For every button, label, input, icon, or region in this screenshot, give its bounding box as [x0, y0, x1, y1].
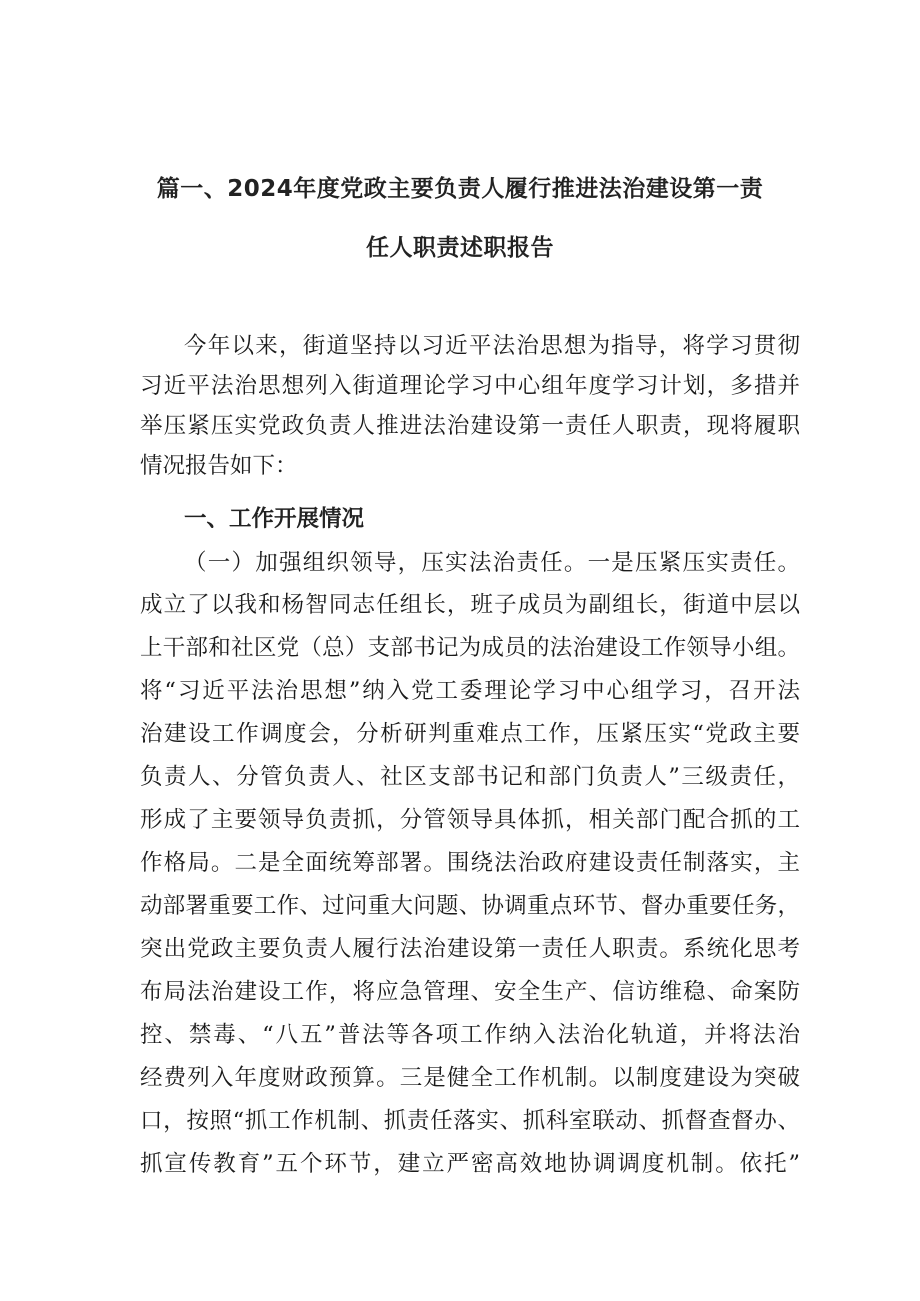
intro-line: 习近平法治思想列入街道理论学习中心组年度学习计划，多措并 [140, 373, 800, 399]
document-title-line-2: 任人职责述职报告 [366, 235, 554, 261]
intro-line: 情况报告如下： [140, 453, 298, 479]
paragraph-line: 负责人、分管负责人、社区支部书记和部门负责人”三级责任， [140, 764, 800, 790]
paragraph-line: 作格局。二是全面统筹部署。围绕法治政府建设责任制落实，主 [140, 850, 800, 876]
section-heading: 一、工作开展情况 [184, 506, 365, 532]
paragraph-line: （一）加强组织领导，压实法治责任。一是压紧压实责任。 [184, 550, 800, 576]
paragraph-line: 形成了主要领导负责抓，分管领导具体抓，相关部门配合抓的工 [140, 807, 800, 833]
paragraph-line: 抓宣传教育”五个环节，建立严密高效地协调调度机制。依托” [140, 1151, 800, 1177]
paragraph-line: 治建设工作调度会，分析研判重难点工作，压紧压实“党政主要 [140, 721, 800, 747]
document-title-line-1: 篇一、2024年度党政主要负责人履行推进法治建设第一责 [156, 176, 764, 202]
paragraph-line: 将“习近平法治思想”纳入党工委理论学习中心组学习，召开法 [140, 678, 800, 704]
intro-line: 举压紧压实党政负责人推进法治建设第一责任人职责，现将履职 [140, 413, 800, 439]
paragraph-line: 突出党政主要负责人履行法治建设第一责任人职责。系统化思考 [140, 936, 800, 962]
paragraph-line: 布局法治建设工作，将应急管理、安全生产、信访维稳、命案防 [140, 979, 800, 1005]
intro-line: 今年以来，街道坚持以习近平法治思想为指导，将学习贯彻 [184, 333, 800, 359]
paragraph-line: 控、禁毒、“八五”普法等各项工作纳入法治化轨道，并将法治 [140, 1022, 800, 1048]
paragraph-line: 上干部和社区党（总）支部书记为成员的法治建设工作领导小组。 [140, 635, 800, 661]
paragraph-line: 成立了以我和杨智同志任组长，班子成员为副组长，街道中层以 [140, 592, 800, 618]
paragraph-line: 动部署重要工作、过问重大问题、协调重点环节、督办重要任务， [140, 893, 800, 919]
paragraph-line: 经费列入年度财政预算。三是健全工作机制。以制度建设为突破 [140, 1065, 800, 1091]
paragraph-line: 口，按照“抓工作机制、抓责任落实、抓科室联动、抓督查督办、 [140, 1108, 800, 1134]
